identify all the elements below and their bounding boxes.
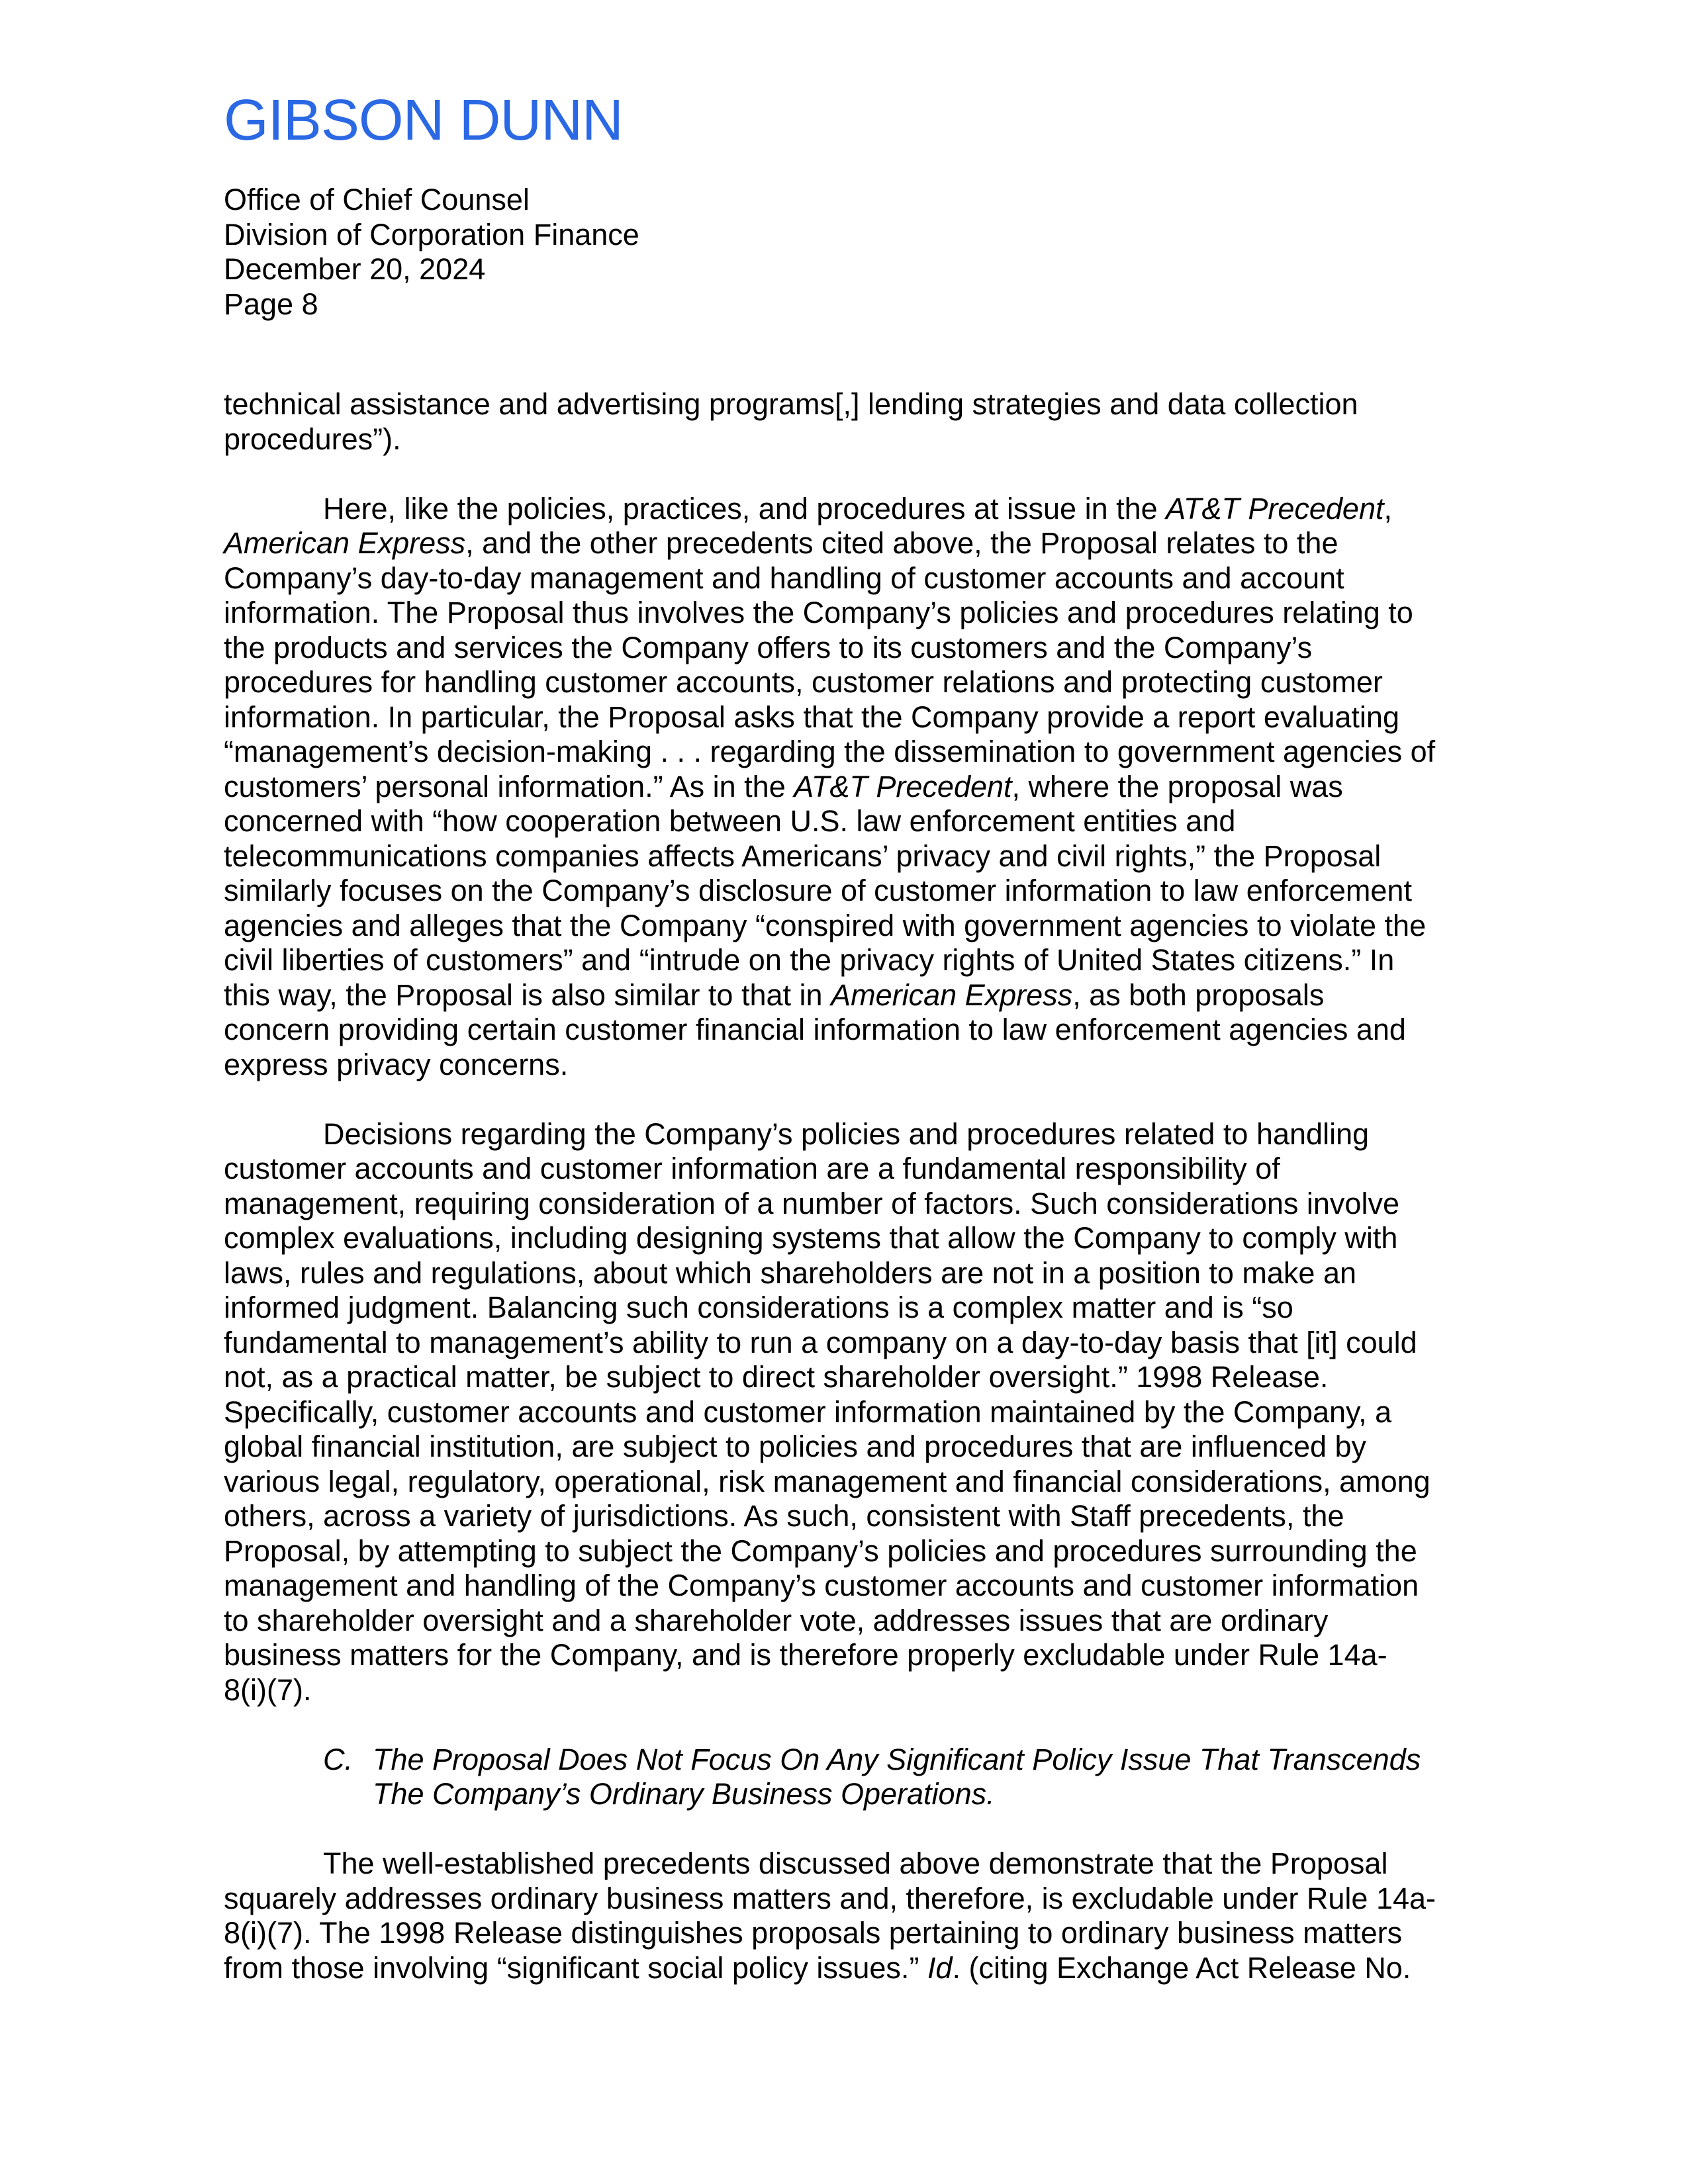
text-line: Proposal, by attempting to subject the Company’s policies and procedures surrounding the xyxy=(224,1533,1417,1568)
text-run: customers’ personal information.” As in the xyxy=(224,769,794,803)
paragraph-precedents xyxy=(224,1846,1465,1985)
text-line: information. In particular, the Proposal asks that the Company provide a report evaluating xyxy=(224,700,1399,734)
text-line: others, across a variety of jurisdictions. As such, consistent with Staff precedents, the xyxy=(224,1499,1344,1533)
text-line: procedures”). xyxy=(224,422,401,456)
text-line: informed judgment. Balancing such considerations is a complex matter and is “so xyxy=(224,1291,1293,1324)
case-citation: American Express xyxy=(224,526,466,560)
text-line: similarly focuses on the Company’s disclosure of customer information to law enforcement xyxy=(224,874,1412,907)
firm-logo: GIBSON DUNN xyxy=(224,88,623,152)
text-run: , as both proposals xyxy=(1072,978,1325,1012)
heading-label: C. xyxy=(323,1742,353,1776)
text-line xyxy=(224,1951,1465,1986)
case-citation: AT&T Precedent xyxy=(1166,491,1384,525)
text-line: customer accounts and customer information are a fundamental responsibility of xyxy=(224,1152,1280,1185)
letter-body xyxy=(224,387,1465,2021)
text-line: concerned with “how cooperation between U.S. law enforcement entities and xyxy=(224,804,1236,838)
text-line: express privacy concerns. xyxy=(224,1047,569,1081)
header-page-number: Page 8 xyxy=(224,287,318,321)
text-line: Company’s day-to-day management and handling of customer accounts and account xyxy=(224,561,1344,595)
text-run: , and the other precedents cited above, the Proposal relates to the xyxy=(465,526,1338,560)
text-line: various legal, regulatory, operational, risk management and financial considerations, among xyxy=(224,1464,1430,1498)
text-line: The well-established precedents discussed above demonstrate that the Proposal xyxy=(323,1846,1388,1880)
text-line: telecommunications companies affects Americans’ privacy and civil rights,” the Proposal xyxy=(224,839,1382,873)
text-line: Decisions regarding the Company’s policies and procedures related to handling xyxy=(323,1116,1370,1151)
text-line xyxy=(224,978,1465,1013)
header-office: Office of Chief Counsel xyxy=(224,183,530,216)
text-line: technical assistance and advertising programs[,] lending strategies and data collection xyxy=(224,387,1358,421)
heading-line xyxy=(323,1743,1465,1778)
text-line: civil liberties of customers” and “intrude on the privacy rights of United States citizens.” In xyxy=(224,943,1395,977)
paragraph-att-precedent xyxy=(224,492,1465,1083)
text-line: to shareholder oversight and a shareholder vote, addresses issues that are ordinary xyxy=(224,1603,1329,1637)
text-line: information. The Proposal thus involves the Company’s policies and procedures relating to xyxy=(224,596,1413,629)
text-line: management and handling of the Company’s customer accounts and customer information xyxy=(224,1569,1419,1602)
text-line: not, as a practical matter, be subject to direct shareholder oversight.” 1998 Release. xyxy=(224,1360,1329,1394)
header-date: December 20, 2024 xyxy=(224,252,486,286)
text-run: from those involving “significant social policy issues.” xyxy=(224,1950,927,1985)
text-line: “management’s decision-making . . . regarding the dissemination to government agencies of xyxy=(224,735,1436,768)
letter-header xyxy=(224,183,1481,322)
heading-text: The Proposal Does Not Focus On Any Significant Policy Issue That Transcends xyxy=(373,1742,1421,1776)
text-run: , xyxy=(1383,491,1392,525)
text-line: the products and services the Company offers to its customers and the Company’s xyxy=(224,630,1313,664)
text-line xyxy=(224,770,1465,805)
paragraph-decisions xyxy=(224,1117,1465,1708)
text-line: concern providing certain customer financial information to law enforcement agencies and xyxy=(224,1013,1406,1046)
case-citation: AT&T Precedent xyxy=(794,769,1012,803)
text-line xyxy=(224,492,1465,527)
section-heading-c xyxy=(224,1743,1465,1812)
text-line: management, requiring consideration of a number of factors. Such considerations involve xyxy=(224,1186,1399,1220)
case-citation: Id xyxy=(927,1950,953,1985)
text-line: 8(i)(7). xyxy=(224,1672,312,1707)
text-line: complex evaluations, including designing systems that allow the Company to comply with xyxy=(224,1221,1398,1255)
text-run: Here, like the policies, practices, and procedures at issue in the xyxy=(323,491,1166,525)
text-line: fundamental to management’s ability to run a company on a day-to-day basis that [it] could xyxy=(224,1325,1417,1359)
text-line: agencies and alleges that the Company “conspired with government agencies to violate the xyxy=(224,908,1427,942)
heading-text-continued: The Company’s Ordinary Business Operations. xyxy=(373,1777,995,1811)
case-citation: American Express xyxy=(831,978,1073,1012)
header-division: Division of Corporation Finance xyxy=(224,217,639,251)
text-line: laws, rules and regulations, about which shareholders are not in a position to make an xyxy=(224,1255,1357,1290)
text-line: Specifically, customer accounts and customer information maintained by the Company, a xyxy=(224,1394,1392,1429)
text-line: global financial institution, are subject to policies and procedures that are influenced by xyxy=(224,1430,1367,1463)
text-run: , where the proposal was xyxy=(1011,769,1343,803)
text-line: business matters for the Company, and is therefore properly excludable under Rule 14a- xyxy=(224,1638,1387,1672)
text-line: 8(i)(7). The 1998 Release distinguishes proposals pertaining to ordinary business matters xyxy=(224,1916,1403,1950)
text-line xyxy=(224,526,1465,561)
paragraph-continuation xyxy=(224,387,1465,457)
text-run: . (citing Exchange Act Release No. xyxy=(952,1950,1411,1985)
text-run: this way, the Proposal is also similar to that in xyxy=(224,978,831,1012)
text-line: squarely addresses ordinary business matters and, therefore, is excludable under Rule 14a- xyxy=(224,1881,1436,1915)
text-line: procedures for handling customer accounts, customer relations and protecting customer xyxy=(224,665,1383,699)
